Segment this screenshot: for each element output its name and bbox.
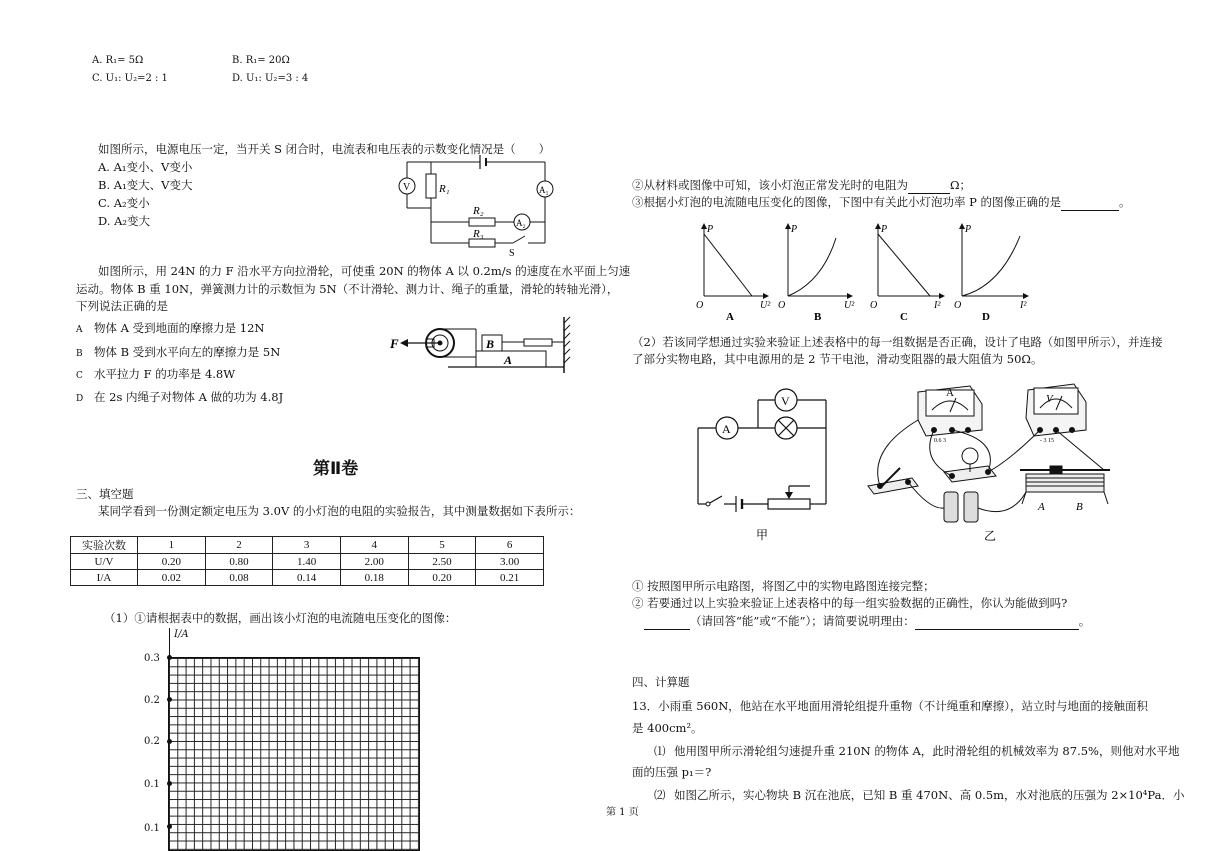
option-text: 物体 B 受到水平向左的摩擦力是 5N bbox=[94, 345, 281, 359]
option-key: B bbox=[76, 349, 83, 359]
question-3-end: 。 bbox=[1119, 195, 1131, 209]
graph-c-ylabel: P bbox=[881, 224, 888, 235]
pulley-question-line3: 下列说法正确的是 bbox=[76, 299, 168, 313]
graph-paper-grid[interactable] bbox=[168, 657, 420, 851]
calc-part1 bbox=[654, 743, 1179, 760]
table-cell: 5 bbox=[408, 537, 476, 554]
calc-line1: 13．小雨重 560N，他站在水平地面用滑轮组提升重物（不计绳重和摩擦），站立时与地面的接触面积 bbox=[632, 699, 1149, 713]
jia-ammeter-label: A bbox=[722, 422, 731, 436]
pulley-question-line1: 如图所示，用 24N 的力 F 沿水平方向拉滑轮，可使重 20N 的物体 A 以 0.2m/s 的速度在水平面上匀速 bbox=[98, 264, 631, 278]
table-cell: 0.14 bbox=[273, 570, 341, 586]
graph-tick-dot bbox=[167, 824, 172, 829]
circuit-diagram-1 bbox=[395, 150, 565, 260]
answer-blank-reason[interactable] bbox=[915, 617, 1079, 630]
calc-line2: 是 400cm²。 bbox=[632, 721, 703, 735]
question-2 bbox=[632, 177, 971, 194]
table-cell: 4 bbox=[340, 537, 408, 554]
option-key: C bbox=[76, 371, 83, 381]
calc-part2 bbox=[654, 787, 1184, 804]
graph-d-ylabel: P bbox=[965, 224, 972, 235]
circuit-question-stem: 如图所示，电源电压一定，当开关 S 闭合时，电流表和电压表的示数变化情况是（ ） bbox=[98, 142, 551, 156]
physical-circuit-yi bbox=[860, 380, 1120, 548]
calc-section-title: 四、计算题 bbox=[632, 675, 690, 689]
option-text: 水平拉力 F 的功率是 4.8W bbox=[94, 367, 236, 381]
option-text: 在 2s 内绳子对物体 A 做的功为 4.8J bbox=[94, 390, 284, 404]
graph-a-origin: O bbox=[696, 300, 704, 311]
answer-blank-graph[interactable] bbox=[1061, 198, 1119, 211]
graph-d-label: D bbox=[982, 311, 990, 322]
graph-b-ylabel: P bbox=[791, 224, 798, 235]
option-key: A bbox=[76, 325, 83, 335]
table-cell: 3 bbox=[273, 537, 341, 554]
graph-y-axis bbox=[169, 628, 170, 658]
table-cell: 3.00 bbox=[476, 554, 544, 570]
circuit-label-a2: A₂ bbox=[516, 218, 526, 228]
table-cell: 0.21 bbox=[476, 570, 544, 586]
pulley-label-a: A bbox=[504, 353, 513, 367]
data-table bbox=[70, 536, 544, 586]
circuit-diagram-jia bbox=[690, 382, 840, 547]
sub-question-3-text: （请回答“能”或“不能”）；请简要说明理由： bbox=[690, 614, 915, 628]
graph-ytick: 0.2 bbox=[144, 695, 160, 706]
question-2-text: ②从材料或图像中可知，该小灯泡正常发光时的电阻为 bbox=[632, 178, 908, 192]
rheostat-label-b: B bbox=[1076, 501, 1083, 513]
prev-option-d: D. U₁: U₂=3 : 4 bbox=[232, 73, 309, 84]
graph-d-origin: O bbox=[954, 300, 962, 311]
graph-a-ylabel: P bbox=[707, 224, 714, 235]
power-graphs bbox=[690, 222, 1040, 322]
circuit-label-r3: R₃ bbox=[473, 228, 484, 240]
sub-question-1: ① 按照图甲所示电路图，将图乙中的实物电路图连接完整； bbox=[632, 579, 935, 593]
experiment-intro: 某同学看到一份测定额定电压为 3.0V 的小灯泡的电阻的实验报告，其中测量数据如下表所示： bbox=[98, 504, 581, 518]
table-cell: 0.80 bbox=[205, 554, 273, 570]
page-footer: 第 1 页 bbox=[606, 807, 639, 818]
yi-voltmeter-label: V bbox=[1046, 393, 1053, 405]
option-text: 物体 A 受到地面的摩擦力是 12N bbox=[94, 321, 265, 335]
circuit-option-b: B. A₁变大、V变大 bbox=[98, 178, 193, 192]
calc-part1-text: 他用图甲所示滑轮组匀速提升重 210N 的物体 A，此时滑轮组的机械效率为 87.5%，则他对水平地 bbox=[674, 744, 1180, 758]
pulley-option-c bbox=[76, 366, 235, 385]
table-cell: 0.20 bbox=[138, 554, 206, 570]
table-row-label: I/A bbox=[71, 570, 138, 586]
ammeter-scale-label: 0.6 3 bbox=[934, 438, 946, 444]
table-cell: 0.02 bbox=[138, 570, 206, 586]
calc-part1-number: ⑴ bbox=[654, 744, 666, 758]
prev-option-b: B. R₁= 20Ω bbox=[232, 55, 290, 66]
sub-question-3-end: 。 bbox=[1078, 614, 1091, 628]
prev-option-a: A. R₁= 5Ω bbox=[92, 55, 144, 66]
table-cell: 6 bbox=[476, 537, 544, 554]
graph-tick-dot bbox=[167, 655, 172, 660]
graph-a-label: A bbox=[726, 311, 734, 322]
circuit-label-r1: R₁ bbox=[439, 183, 450, 195]
figure-yi-label: 乙 bbox=[984, 529, 997, 543]
circuit-option-c: C. A₂变小 bbox=[98, 196, 150, 210]
circuit-label-v: V bbox=[403, 182, 411, 193]
graph-c-label: C bbox=[900, 311, 908, 322]
sub-question-2: ② 若要通过以上实验来验证上述表格中的每一组实验数据的正确性，你认为能做到吗? bbox=[632, 596, 1068, 610]
rheostat-label-a: A bbox=[1038, 501, 1045, 513]
table-cell: 1 bbox=[138, 537, 206, 554]
table-cell: 2 bbox=[205, 537, 273, 554]
voltmeter-scale-label: - 3 15 bbox=[1040, 438, 1054, 444]
calc-part2-number: ⑵ bbox=[654, 788, 666, 802]
yi-ammeter-label: A bbox=[946, 387, 954, 399]
circuit-option-d: D. A₂变大 bbox=[98, 214, 151, 228]
answer-blank-yes-no[interactable] bbox=[644, 617, 690, 630]
graph-ytick: 0.3 bbox=[144, 653, 160, 664]
graph-ytick: 0.2 bbox=[144, 736, 160, 747]
question-3-text: ③根据小灯泡的电流随电压变化的图像，下图中有关此小灯泡功率 P 的图像正确的是 bbox=[632, 195, 1062, 209]
table-row bbox=[71, 554, 544, 570]
graph-tick-dot bbox=[167, 739, 172, 744]
pulley-option-a bbox=[76, 320, 264, 339]
graph-b-origin: O bbox=[778, 300, 786, 311]
graph-c-origin: O bbox=[870, 300, 878, 311]
table-row-label: U/V bbox=[71, 554, 138, 570]
graph-ylabel: I/A bbox=[174, 629, 189, 640]
circuit-label-a1: A₁ bbox=[539, 185, 549, 195]
sub-question-3 bbox=[644, 613, 1090, 630]
pulley-diagram bbox=[388, 315, 573, 377]
graph-c-xlabel: I² bbox=[934, 300, 941, 311]
graph-tick-dot bbox=[167, 697, 172, 702]
table-cell: 0.20 bbox=[408, 570, 476, 586]
prev-option-c: C. U₁: U₂=2 : 1 bbox=[92, 73, 168, 84]
question-2-unit: Ω； bbox=[950, 178, 972, 192]
table-cell: 2.50 bbox=[408, 554, 476, 570]
circuit-option-a: A. A₁变小、V变小 bbox=[98, 160, 193, 174]
question-1: （1）①请根据表中的数据，画出该小灯泡的电流随电压变化的图像： bbox=[104, 611, 457, 625]
pulley-label-b: B bbox=[486, 337, 495, 351]
pulley-option-d bbox=[76, 389, 283, 408]
graph-b-label: B bbox=[814, 311, 822, 322]
table-cell: 0.08 bbox=[205, 570, 273, 586]
graph-d-xlabel: I² bbox=[1020, 300, 1027, 311]
table-row-label: 实验次数 bbox=[71, 537, 138, 554]
figure-jia-label: 甲 bbox=[756, 528, 769, 542]
fill-section-title: 三、填空题 bbox=[76, 487, 134, 501]
part2-line1: （2）若该同学想通过实验来验证上述表格中的每一组数据是否正确，设计了电路（如图甲所示），并连接 bbox=[632, 335, 1163, 349]
table-row bbox=[71, 570, 544, 586]
pulley-label-f: F bbox=[390, 336, 399, 351]
table-cell: 1.40 bbox=[273, 554, 341, 570]
option-key: D bbox=[76, 394, 84, 404]
answer-blank-resistance[interactable] bbox=[908, 181, 950, 194]
question-3 bbox=[632, 194, 1131, 211]
graph-ytick: 0.1 bbox=[144, 823, 160, 834]
section2-title: 第Ⅱ卷 bbox=[313, 459, 359, 479]
graph-b-xlabel: U² bbox=[844, 300, 855, 311]
jia-voltmeter-label: V bbox=[781, 394, 790, 408]
graph-a-xlabel: U² bbox=[760, 300, 771, 311]
table-cell: 2.00 bbox=[340, 554, 408, 570]
table-cell: 0.18 bbox=[340, 570, 408, 586]
pulley-option-b bbox=[76, 344, 280, 363]
graph-tick-dot bbox=[167, 781, 172, 786]
calc-part1-line2: 面的压强 p₁＝? bbox=[632, 765, 712, 779]
pulley-question-line2: 运动。物体 B 重 10N，弹簧测力计的示数恒为 5N（不计滑轮、测力计、绳子的重量，滑轮的转轴光滑）， bbox=[76, 282, 619, 296]
part2-line2: 了部分实物电路，其中电源用的是 2 节干电池，滑动变阻器的最大阻值为 50Ω。 bbox=[632, 352, 1043, 366]
table-row bbox=[71, 537, 544, 554]
calc-part2-text: 如图乙所示，实心物块 B 沉在池底，已知 B 重 470N、高 0.5m，水对池底的压强为 2×10⁴Pa．小 bbox=[674, 788, 1185, 802]
circuit-label-r2: R₂ bbox=[473, 205, 484, 217]
graph-ytick: 0.1 bbox=[144, 779, 160, 790]
circuit-label-s: S bbox=[509, 248, 515, 259]
